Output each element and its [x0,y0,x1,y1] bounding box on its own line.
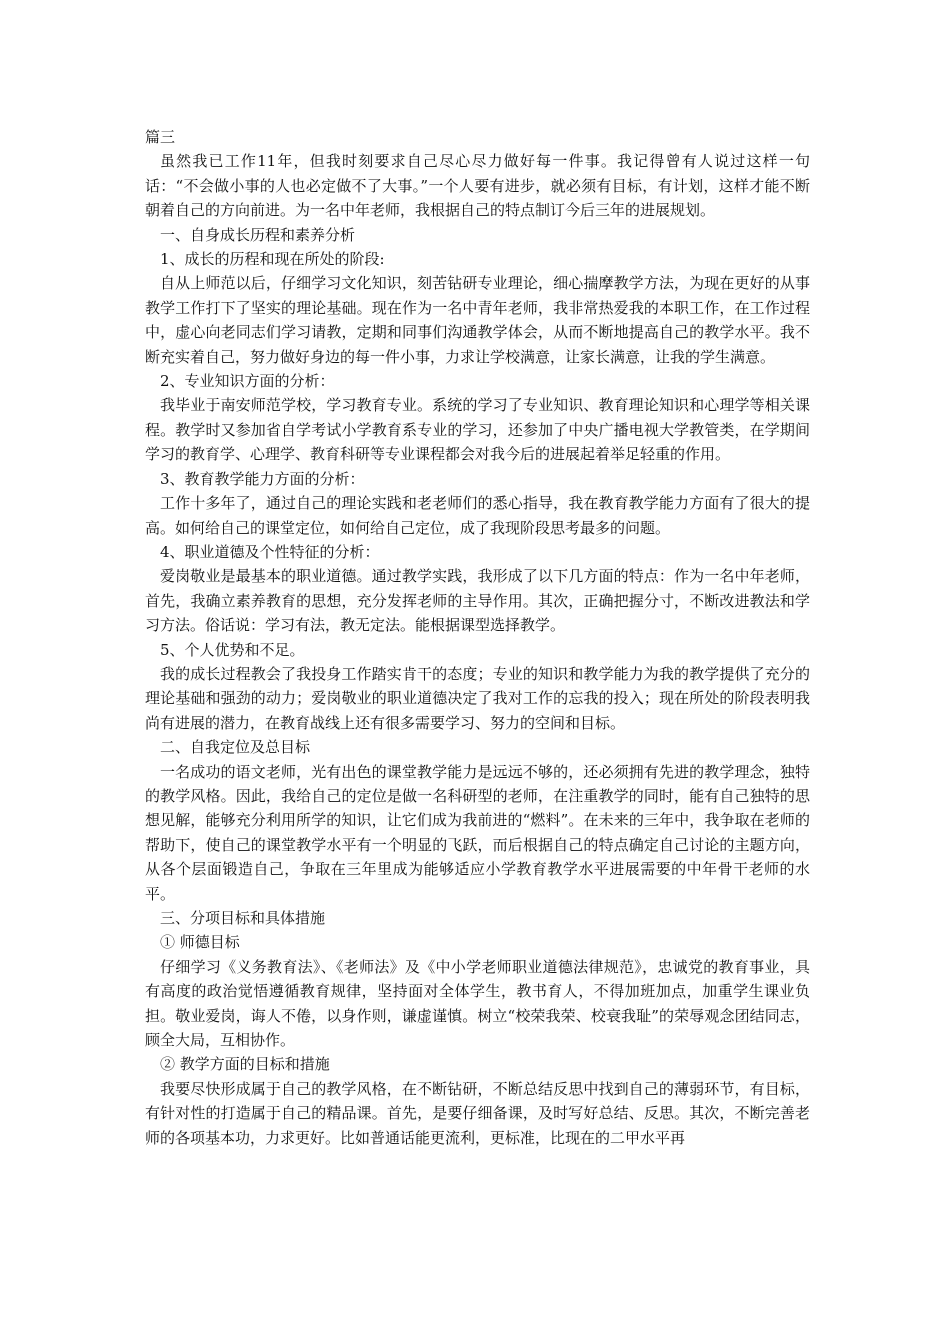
body-paragraph: 我毕业于南安师范学校，学习教育专业。系统的学习了专业知识、教育理论知识和心理学等相关课程。教学时又参加省自学考试小学教育系专业的学习，还参加了中央广播电视大学教管类，在学期间学习的教育学、心理学、教育科研等专业课程都会对我今后的进展起着举足轻重的作用。 [145,396,810,464]
body-paragraph: 工作十多年了，通过自己的理论实践和老老师们的悉心指导，我在教育教学能力方面有了很大的提高。如何给自己的课堂定位，如何给自己定位，成了我现阶段思考最多的问题。 [145,494,810,537]
document-page [145,125,810,1150]
subheading: 一、自身成长历程和素养分析 [160,225,356,244]
subheading: 三、分项目标和具体措施 [160,909,326,927]
subheading: 1、成长的历程和现在所处的阶段: [160,250,385,269]
body-paragraph: 虽然我已工作11年，但我时刻要求自己尽心尽力做好每一件事。我记得曾有人说过这样一句话：“不会做小事的人也必定做不了大事。”一个人要有进步，就必须有目标，有计划，这样才能不断朝着自己的方向前进。为一名中年老师，我根据自己的特点制订今后三年的进展规划。 [145,152,810,220]
body-paragraph: 我的成长过程教会了我投身工作踏实肯干的态度；专业的知识和教学能力为我的教学提供了充分的理论基础和强劲的动力；爱岗敬业的职业道德决定了我对工作的忘我的投入；现在所处的阶段表明我尚有进展的潜力，在教育战线上还有很多需要学习、努力的空间和目标。 [145,664,810,732]
body-paragraph: 爱岗敬业是最基本的职业道德。通过教学实践，我形成了以下几方面的特点：作为一名中年老师，首先，我确立素养教育的思想，充分发挥老师的主导作用。其次，正确把握分寸，不断改进教法和学习方法。俗话说：学习有法，教无定法。能根据课型选择教学。 [145,567,810,635]
subheading: 2、专业知识方面的分析： [160,372,335,391]
subheading: ① 师德目标 [160,933,240,952]
section-title: 篇三 [145,128,176,146]
subheading: ② 教学方面的目标和措施 [160,1055,330,1074]
body-paragraph: 自从上师范以后，仔细学习文化知识，刻苦钻研专业理论，细心揣摩教学方法，为现在更好的从事教学工作打下了坚实的理论基础。现在作为一名中青年老师，我非常热爱我的本职工作，在工作过程中，虚心向老同志们学习请教，定期和同事们沟通教学体会，从而不断地提高自己的教学水平。我不断充实着自己，努力做好身边的每一件小事，力求让学校满意，让家长满意，让我的学生满意。 [145,274,810,366]
document-body [145,149,810,1150]
subheading: 4、职业道德及个性特征的分析： [160,542,380,561]
subheading: 二、自我定位及总目标 [160,738,311,757]
body-paragraph: 一名成功的语文老师，光有出色的课堂教学能力是远远不够的，还必须拥有先进的教学理念，独特的教学风格。因此，我给自己的定位是做一名科研型的老师，在注重教学的同时，能有自己独特的思想见解，能够充分利用所学的知识，让它们成为我前进的“燃料”。在未来的三年中，我争取在老师的帮助下，使自己的课堂教学水平有一个明显的飞跃，而后根据自己的特点确定自己讨论的主题方向，从各个层面锻造自己，争取在三年里成为能够适应小学教育教学水平进展需要的中年骨干老师的水平。 [145,762,810,903]
subheading: 5、个人优势和不足。 [160,640,305,659]
subheading: 3、教育教学能力方面的分析： [160,469,365,488]
body-paragraph: 我要尽快形成属于自己的教学风格，在不断钻研，不断总结反思中找到自己的薄弱环节，有目标，有针对性的打造属于自己的精品课。首先，是要仔细备课，及时写好总结、反思。其次，不断完善老师的各项基本功，力求更好。比如普通话能更流利，更标准，比现在的二甲水平再 [145,1079,810,1147]
body-paragraph: 仔细学习《义务教育法》、《老师法》及《中小学老师职业道德法律规范》，忠诚党的教育事业，具有高度的政治觉悟遵循教育规律，坚持面对全体学生，教书育人，不得加班加点，加重学生课业负担。敬业爱岗，诲人不倦，以身作则，谦虚谨慎。树立“校荣我荣、校衰我耻”的荣辱观念团结同志，顾全大局，互相协作。 [145,957,810,1050]
